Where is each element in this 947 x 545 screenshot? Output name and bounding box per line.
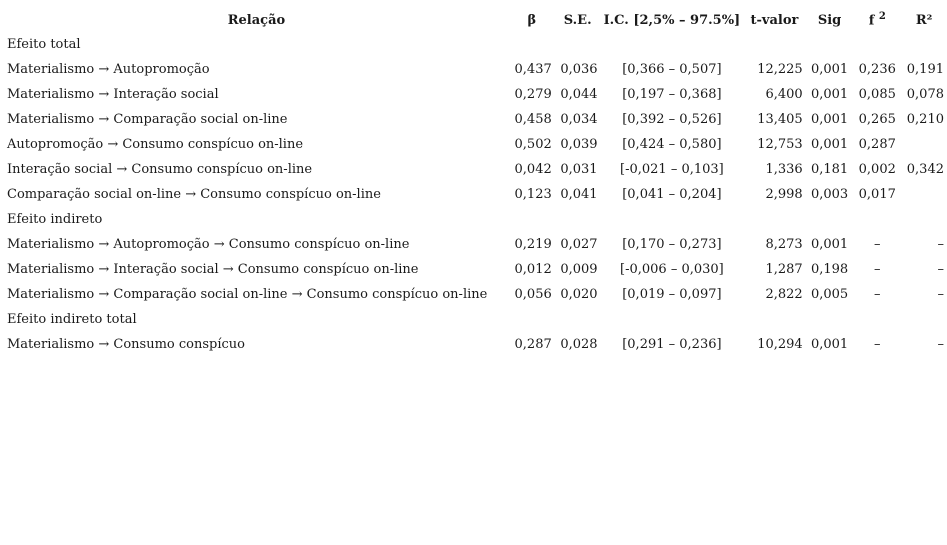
cell-relacao: Autopromoção → Consumo conspícuo on-line xyxy=(7,137,304,152)
cell-relacao: Materialismo → Comparação social on-line → Consumo conspícuo on-line xyxy=(7,287,488,302)
cell-relacao: Interação social → Consumo conspícuo on-line xyxy=(7,162,313,177)
cell-ic: [0,170 – 0,273] xyxy=(622,237,722,252)
cell-relacao: Materialismo → Autopromoção → Consumo conspícuo on-line xyxy=(7,237,410,252)
table-row xyxy=(4,332,947,357)
cell-sig: 0,001 xyxy=(810,137,849,152)
cell-ic: [0,019 – 0,097] xyxy=(622,287,722,302)
cell-relacao: Materialismo → Interação social xyxy=(7,87,219,102)
cell-f2: 0,287 xyxy=(858,137,896,152)
cell-f2: – xyxy=(874,262,881,277)
cell-f2: 0,085 xyxy=(858,87,896,102)
section-header-row xyxy=(4,32,947,57)
cell-r2 xyxy=(901,182,947,207)
cell-f2: – xyxy=(874,287,881,302)
results-table xyxy=(4,8,947,357)
cell-r2: – xyxy=(937,237,944,252)
table-row xyxy=(4,157,947,182)
cell-se: 0,044 xyxy=(560,87,598,102)
section-title: Efeito indireto xyxy=(7,212,103,227)
cell-t-valor: 6,400 xyxy=(765,87,803,102)
table-row xyxy=(4,257,947,282)
cell-r2: 0,078 xyxy=(906,87,944,102)
cell-se: 0,027 xyxy=(560,237,598,252)
cell-r2: 0,342 xyxy=(906,162,944,177)
cell-relacao: Materialismo → Comparação social on-line xyxy=(7,112,288,127)
cell-sig: 0,001 xyxy=(810,62,849,77)
section-header-row xyxy=(4,307,947,332)
cell-t-valor: 10,294 xyxy=(757,337,803,352)
table-row xyxy=(4,57,947,82)
cell-relacao: Materialismo → Consumo conspícuo xyxy=(7,337,245,352)
cell-beta: 0,287 xyxy=(514,337,552,352)
table-body xyxy=(4,32,947,357)
table-row xyxy=(4,132,947,157)
cell-sig: 0,001 xyxy=(810,112,849,127)
cell-t-valor: 8,273 xyxy=(765,237,803,252)
header-f2 xyxy=(853,8,901,32)
cell-se: 0,028 xyxy=(560,337,598,352)
cell-t-valor: 1,336 xyxy=(765,162,803,177)
cell-se: 0,031 xyxy=(560,162,598,177)
cell-beta: 0,219 xyxy=(514,237,552,252)
cell-sig: 0,001 xyxy=(810,87,849,102)
cell-sig: 0,198 xyxy=(810,262,849,277)
cell-relacao: Materialismo → Autopromoção xyxy=(7,62,210,77)
cell-f2: 0,265 xyxy=(858,112,896,127)
header-sig: Sig xyxy=(817,12,842,28)
cell-f2: 0,002 xyxy=(858,162,896,177)
cell-f2: 0,017 xyxy=(858,187,896,202)
cell-f2: 0,236 xyxy=(858,62,896,77)
cell-se: 0,036 xyxy=(560,62,598,77)
header-relacao: Relação xyxy=(227,12,286,28)
cell-sig: 0,001 xyxy=(810,237,849,252)
cell-se: 0,039 xyxy=(560,137,598,152)
cell-f2: – xyxy=(874,237,881,252)
cell-beta: 0,042 xyxy=(514,162,552,177)
header-row xyxy=(4,8,947,32)
cell-beta: 0,012 xyxy=(514,262,552,277)
header-f2-sup: 2 xyxy=(878,11,886,23)
cell-sig: 0,003 xyxy=(810,187,849,202)
cell-beta: 0,123 xyxy=(514,187,552,202)
cell-beta: 0,056 xyxy=(514,287,552,302)
cell-beta: 0,279 xyxy=(514,87,552,102)
cell-t-valor: 12,225 xyxy=(757,62,803,77)
table-row xyxy=(4,232,947,257)
cell-beta: 0,502 xyxy=(514,137,552,152)
cell-se: 0,041 xyxy=(560,187,598,202)
cell-t-valor: 2,998 xyxy=(765,187,803,202)
cell-ic: [0,291 – 0,236] xyxy=(622,337,722,352)
header-t-valor: t-valor xyxy=(750,12,799,28)
cell-r2: 0,191 xyxy=(906,62,944,77)
cell-ic: [0,424 – 0,580] xyxy=(622,137,722,152)
cell-beta: 0,458 xyxy=(514,112,552,127)
header-f2-base: f xyxy=(868,13,875,29)
section-title: Efeito total xyxy=(7,37,81,52)
cell-r2: – xyxy=(937,262,944,277)
cell-beta: 0,437 xyxy=(514,62,552,77)
cell-sig: 0,001 xyxy=(810,337,849,352)
cell-ic: [-0,006 – 0,030] xyxy=(620,262,724,277)
cell-relacao: Comparação social on-line → Consumo conspícuo on-line xyxy=(7,187,381,202)
cell-ic: [0,392 – 0,526] xyxy=(622,112,722,127)
cell-ic: [0,197 – 0,368] xyxy=(622,87,722,102)
table-row xyxy=(4,82,947,107)
table-row xyxy=(4,107,947,132)
cell-t-valor: 1,287 xyxy=(765,262,803,277)
cell-r2: – xyxy=(937,287,944,302)
cell-t-valor: 13,405 xyxy=(757,112,803,127)
cell-se: 0,009 xyxy=(560,262,598,277)
cell-ic: [0,041 – 0,204] xyxy=(622,187,722,202)
cell-r2: – xyxy=(937,337,944,352)
header-ic: I.C. [2,5% – 97.5%] xyxy=(603,12,741,28)
table-row xyxy=(4,282,947,307)
section-title: Efeito indireto total xyxy=(7,312,137,327)
cell-t-valor: 12,753 xyxy=(757,137,803,152)
header-beta: β xyxy=(527,12,537,28)
cell-sig: 0,005 xyxy=(810,287,849,302)
cell-f2: – xyxy=(874,337,881,352)
table-row xyxy=(4,182,947,207)
header-se: S.E. xyxy=(563,12,592,28)
header-r2: R² xyxy=(915,12,933,28)
cell-sig: 0,181 xyxy=(810,162,849,177)
cell-ic: [0,366 – 0,507] xyxy=(622,62,722,77)
cell-r2: 0,210 xyxy=(906,112,944,127)
cell-relacao: Materialismo → Interação social → Consumo conspícuo on-line xyxy=(7,262,419,277)
section-header-row xyxy=(4,207,947,232)
cell-r2 xyxy=(901,132,947,157)
cell-t-valor: 2,822 xyxy=(765,287,803,302)
cell-se: 0,020 xyxy=(560,287,598,302)
cell-ic: [-0,021 – 0,103] xyxy=(620,162,724,177)
cell-se: 0,034 xyxy=(560,112,598,127)
